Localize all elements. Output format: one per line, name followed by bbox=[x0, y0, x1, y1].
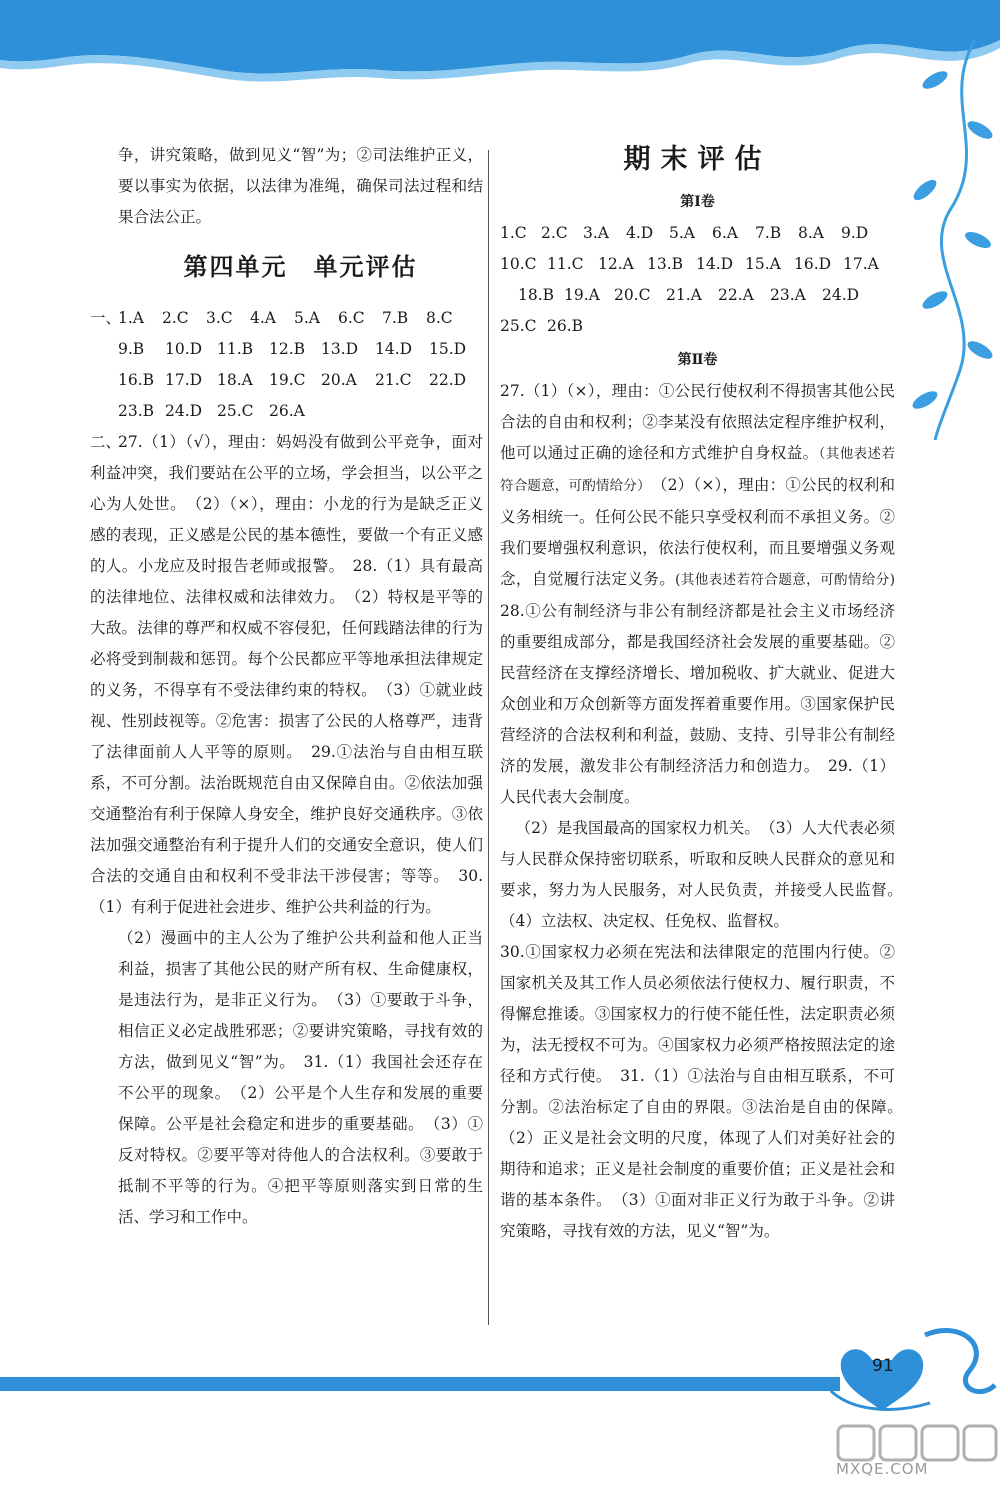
section2-paragraph bbox=[90, 427, 483, 923]
section-label: 一、 bbox=[90, 309, 122, 327]
section-label: 二、 bbox=[90, 433, 122, 451]
footer-bar bbox=[0, 1377, 840, 1391]
part-two-label: 第Ⅱ卷 bbox=[677, 352, 718, 368]
top-wave-decoration bbox=[0, 0, 1000, 120]
q27-paragraph: 27.（1）（×），理由：①公民行使权利不得损害其他公民合法的自由和权利；②李某没有依照法定程序维护权利，他可以通过正确的途径和方式维护自身权益。（其他表述若符合题意，可酌情给分） （2）（×），理由：①公民的权利和义务相统一。任何公民不能只享受权利而不承担义务。②我们要增强权利意识，依法行使权利，而且要增强义务观念，自觉履行法定义务。(其他表述若符合题意，可酌情给分) 28.①公有制经济与非公有制经济都是社会主义市场经济的重要组成部分，都是我国经济社会发展的重要基础。②民营经济在支撑经济增长、增加税收、扩大就业、促进大众创业和万众创新等方面发挥着重要作用。③国家保护民营经济的合法权利和利益，鼓励、支持、引导非公有制经济的发展，激发非公有制经济活力和创造力。 29.（1）人民代表大会制度。 bbox=[500, 382, 895, 806]
page-number: 91 bbox=[872, 1356, 894, 1376]
heart-decoration bbox=[830, 1315, 1000, 1425]
left-column bbox=[90, 140, 483, 1233]
q30-31-paragraph: 30.①国家权力必须在宪法和法律限定的范围内行使。②国家机关及其工作人员必须依法行使权力、履行职责，不得懈怠推诿。③国家权力的行使不能任性，法定职责必须为，法无授权不可为。④国家权力必须严格按照法定的途径和方式行使。 31.（1）①法治与自由相互联系，不可分割。②法治标定了自由的界限。③法治是自由的保障。 （2）正义是社会文明的尺度，体现了人们对美好社会的期待和追求；正义是社会制度的重要价值；正义是社会和谐的基本条件。 （3）①面对非正义行为敢于斗争。②讲究策略，寻找有效的方法，见义“智”为。 bbox=[500, 943, 911, 1240]
column-divider bbox=[488, 150, 489, 1325]
vine-decoration bbox=[880, 40, 1000, 440]
mc-row: 一、1.A 2.C 3.C 4.A 5.A 6.C 7.B 8.C bbox=[90, 303, 483, 334]
watermark-text: MXQE.COM bbox=[836, 1460, 929, 1478]
mc-row: 23.B 24.D 25.C 26.A bbox=[118, 402, 305, 420]
mc-row: 16.B 17.D 18.A 19.C 20.A 21.C 22.D bbox=[118, 371, 467, 389]
scoring-note: （其他表述若符合题意，可酌情给分） bbox=[500, 446, 895, 494]
mc-row: 1.C 2.C 3.A 4.D 5.A 6.A 7.B 8.A 9.D bbox=[500, 224, 869, 242]
mc-row: 10.C 11.C 12.A 13.B 14.D 15.A 16.D 17.A bbox=[500, 255, 879, 273]
part-one-label: 第Ⅰ卷 bbox=[680, 194, 715, 210]
section2-text: 27.（1）（√），理由：妈妈没有做到公平竞争，面对利益冲突，我们要站在公平的立场，学会担当，以公平之心为人处世。 （2）（×），理由：小龙的行为是缺乏正义感的表现，正义感是公民的基本德性，要做一个有正义感的人。小龙应及时报告老师或报警。 28.（1）具有最高的法律地位、法律权威和法律效力。 （2）特权是平等的大敌。法律的尊严和权威不容侵犯，任何践踏法律的行为必将受到制裁和惩罚。每个公民都应平等地承担法律规定的义务，不得享有不受法律约束的特权。 （3）①就业歧视、性别歧视等。②危害：损害了公民的人格尊严，违背了法律面前人人平等的原则。 29.①法治与自由相互联系，不可分割。法治既规范自由又保障自由。②依法加强交通整治有利于保障人身安全，维护良好交通秩序。③依法加强交通整治有利于提升人们的交通安全意识，使人们合法的交通自由和权利不受非法干涉侵害；等等。 30.（1）有利于促进社会进步、维护公共利益的行为。 bbox=[90, 433, 483, 916]
final-exam-title: 期末评估 bbox=[623, 144, 772, 175]
q29-paragraph: （2）是我国最高的国家权力机关。 （3）人大代表必须与人民群众保持密切联系，听取和反映人民群众的意见和要求，努力为人民服务，对人民负责，并接受人民监督。 （4）立法权、决定权、任免权、监督权。 bbox=[500, 819, 911, 930]
final-multiple-choice-answers bbox=[500, 218, 895, 342]
right-column bbox=[500, 140, 911, 1247]
scoring-note: (其他表述若符合题意，可酌情给分) bbox=[675, 572, 895, 588]
unit-title: 第四单元 单元评估 bbox=[183, 253, 418, 281]
mc-row: 9.B 10.D 11.B 12.B 13.D 14.D 15.D bbox=[118, 340, 467, 358]
intro-paragraph: 争，讲究策略，做到见义“智”为；②司法维护正义，要以事实为依据，以法律为准绳，确保司法过程和结果合法公正。 bbox=[118, 146, 483, 226]
q30-part2-paragraph: （2）漫画中的主人公为了维护公共利益和他人正当利益，损害了其他公民的财产所有权、生命健康权，是违法行为，是非正义行为。 （3）①要敢于斗争，相信正义必定战胜邪恶；②要讲究策略，寻找有效的方法，做到见义“智”为。 31.（1）我国社会还存在不公平的现象。 （2）公平是个人生存和发展的重要保障。公平是社会稳定和进步的重要基础。 （3）①反对特权。②要平等对待他人的合法权利。③要敢于抵制不平等的行为。④把平等原则落实到日常的生活、学习和工作中。 bbox=[118, 929, 483, 1226]
mc-row: 25.C 26.B bbox=[500, 317, 584, 335]
multiple-choice-answers bbox=[90, 303, 483, 427]
mc-row: 18.B 19.A 20.C 21.A 22.A 23.A 24.D bbox=[518, 286, 860, 304]
